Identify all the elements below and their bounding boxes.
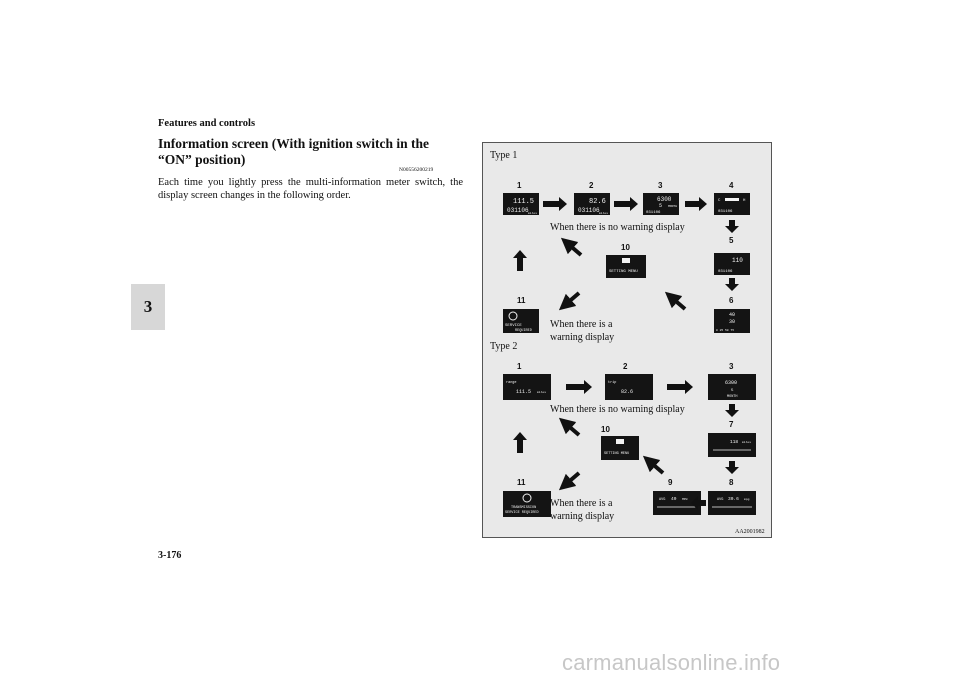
t2-s11-line2: SERVICE REQUIRED bbox=[505, 511, 539, 515]
t2-num-3: 3 bbox=[729, 362, 734, 371]
t2-s11-line1: TRANSMISSION bbox=[511, 506, 537, 510]
t1-s11-line2: REQUIRED bbox=[515, 329, 532, 333]
t2-s1-value: 111.5 bbox=[516, 389, 532, 395]
t2-screen-10 bbox=[601, 436, 639, 460]
t2-s9-unit: MPH bbox=[682, 498, 688, 501]
t2-note-warning-2: warning display bbox=[550, 511, 615, 522]
t2-s1-unit: miles bbox=[537, 391, 547, 394]
t1-note-no-warning: When there is no warning display bbox=[550, 222, 685, 233]
t1-s1-bottom: 031106 bbox=[507, 207, 529, 214]
t2-screen-7 bbox=[708, 433, 756, 457]
t1-screen-2 bbox=[574, 193, 610, 215]
t1-s6-line2: 30 bbox=[729, 319, 736, 325]
t1-screen-3 bbox=[643, 193, 679, 215]
t1-num-2: 2 bbox=[589, 181, 594, 190]
display-sequence-figure bbox=[482, 142, 772, 538]
t1-s4-right: H bbox=[743, 199, 746, 203]
t1-s5-bottom: 031106 bbox=[718, 270, 733, 274]
t1-screen-5 bbox=[714, 253, 750, 275]
t2-s8-label: AVG bbox=[717, 498, 724, 502]
t2-s3-unit: MONTH bbox=[727, 395, 738, 399]
t1-s3-mid: 5 bbox=[659, 203, 663, 209]
t1-note-warning-2: warning display bbox=[550, 332, 615, 343]
t1-s10-text: SETTING MENU bbox=[609, 270, 638, 274]
t1-s11-line1: SERVICE bbox=[505, 324, 522, 328]
t2-num-2: 2 bbox=[623, 362, 628, 371]
t2-s7-value: 118 bbox=[730, 440, 739, 445]
t1-num-5: 5 bbox=[729, 236, 734, 245]
t2-note-warning-1: When there is a bbox=[550, 498, 613, 509]
t1-num-1: 1 bbox=[517, 181, 522, 190]
watermark: carmanualsonline.info bbox=[562, 650, 781, 675]
t1-s5-top: 110 bbox=[732, 257, 743, 264]
t1-s6-line1: 40 bbox=[729, 312, 736, 318]
t1-screen-6 bbox=[714, 309, 750, 333]
t1-s3-top: 6300 bbox=[657, 196, 672, 203]
t2-num-11: 11 bbox=[517, 478, 526, 487]
t1-s3-bottom: 031106 bbox=[646, 211, 661, 215]
t2-s2-label: trip bbox=[608, 381, 617, 385]
t2-num-9: 9 bbox=[668, 478, 673, 487]
t1-num-3: 3 bbox=[658, 181, 663, 190]
t1-s2-bottom: 031106 bbox=[578, 207, 600, 214]
t2-num-8: 8 bbox=[729, 478, 734, 487]
reference-code: N00556200219 bbox=[399, 167, 434, 173]
t2-s7-unit: miles bbox=[742, 441, 752, 444]
t1-s4-left: C bbox=[718, 199, 721, 203]
t1-num-4: 4 bbox=[729, 181, 734, 190]
t2-s3-top: 6300 bbox=[725, 380, 738, 386]
t2-screen-3 bbox=[708, 374, 756, 400]
section-title: Features and controls bbox=[158, 118, 256, 129]
t1-screen-4 bbox=[714, 193, 750, 215]
t2-s3-mid: 5 bbox=[731, 389, 734, 393]
t2-s8-unit: mpg bbox=[744, 498, 750, 501]
t2-screen-8 bbox=[708, 491, 756, 515]
t2-screen-11 bbox=[503, 491, 551, 517]
t2-s2-value: 82.6 bbox=[621, 389, 634, 395]
t2-s9-value: 40 bbox=[671, 497, 677, 502]
t2-note-no-warning: When there is no warning display bbox=[550, 404, 685, 415]
t1-s2-top: 82.6 bbox=[589, 198, 606, 206]
t1-s2-unit: miles bbox=[599, 212, 609, 215]
t1-s3-unit-mid: MONTH bbox=[668, 205, 678, 208]
t2-s9-label: AVG bbox=[659, 498, 666, 502]
chapter-tab: 3 bbox=[131, 284, 165, 330]
t1-screen-11 bbox=[503, 309, 539, 333]
t1-screen-1 bbox=[503, 193, 539, 215]
t1-s4-bottom: 031106 bbox=[718, 210, 733, 214]
page-number: 3-176 bbox=[158, 550, 182, 561]
t1-s1-top: 111.5 bbox=[513, 198, 535, 206]
t1-note-warning-1: When there is a bbox=[550, 319, 613, 330]
type2-label: Type 2 bbox=[490, 341, 518, 352]
t2-num-7: 7 bbox=[729, 420, 734, 429]
figure-code: AA2001982 bbox=[735, 529, 765, 535]
t1-num-10: 10 bbox=[621, 243, 630, 252]
body-paragraph: Each time you lightly press the multi-information meter switch, the display screen changes in the following order. bbox=[158, 177, 463, 201]
t2-screen-2 bbox=[605, 374, 653, 400]
t1-screen-10 bbox=[606, 255, 646, 278]
t2-screen-1 bbox=[503, 374, 551, 400]
t1-arrows bbox=[513, 197, 739, 309]
t1-num-6: 6 bbox=[729, 296, 734, 305]
t2-num-10: 10 bbox=[601, 425, 610, 434]
page-heading: Information screen (With ignition switch in the “ON” position) bbox=[158, 136, 430, 167]
t2-s10-text: SETTING MENU bbox=[604, 452, 630, 456]
t1-s6-scale: 0 25 50 75 bbox=[716, 329, 735, 332]
t2-s8-value: 30.6 bbox=[728, 497, 739, 502]
t2-num-1: 1 bbox=[517, 362, 522, 371]
t1-num-11: 11 bbox=[517, 296, 526, 305]
t2-s1-label: range bbox=[506, 381, 517, 385]
t1-s1-unit: miles bbox=[528, 212, 538, 215]
type1-label: Type 1 bbox=[490, 150, 518, 161]
